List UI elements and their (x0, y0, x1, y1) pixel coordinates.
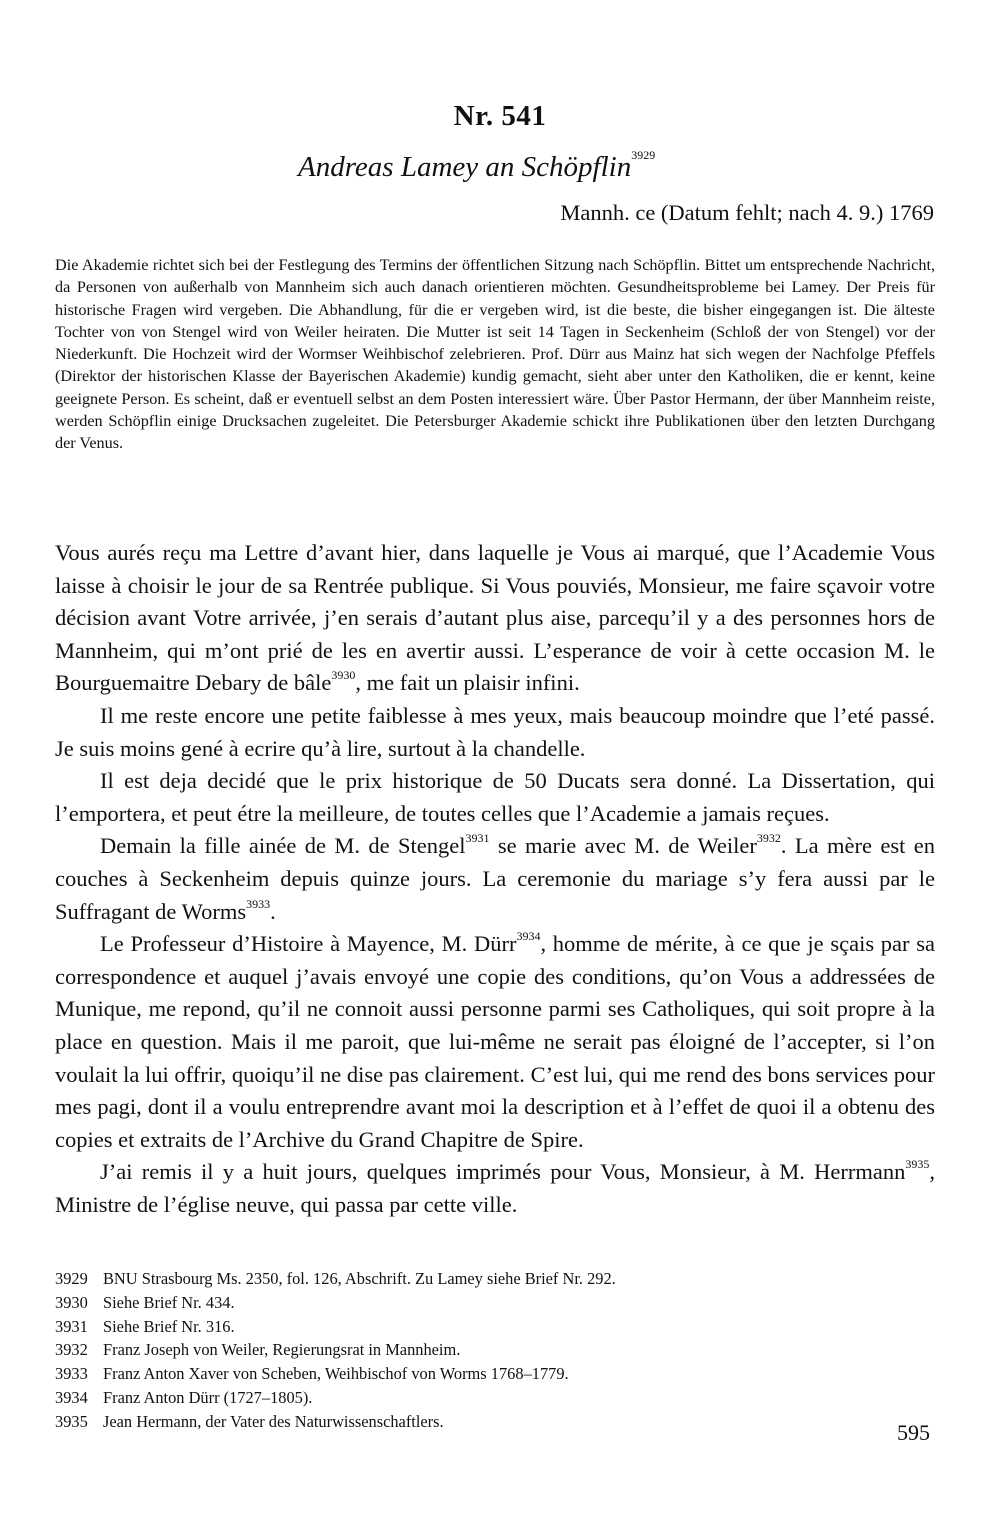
letter-title-text: Andreas Lamey an Schöpflin (298, 151, 632, 183)
letter-paragraph: Il est deja decidé que le prix historique de 50 Ducats sera donné. La Dissertation, qui l’emportera, et peut étre la meilleure, de toutes celles que l’Academie a jamais reçues. (55, 768, 935, 826)
footnote-text: Franz Joseph von Weiler, Regierungsrat in Mannheim. (103, 1340, 461, 1360)
footnote-number: 3935 (55, 1411, 88, 1431)
footnote-text: Franz Anton Dürr (1727–1805). (103, 1387, 313, 1407)
footnote (55, 1362, 935, 1386)
letter-date: Mannh. ce (Datum fehlt; nach 4. 9.) 1769 (560, 200, 934, 225)
letter-paragraph: Vous aurés reçu ma Lettre d’avant hier, dans laquelle je Vous ai marqué, que l’Academie Vous laisse à choisir le jour de sa Rentrée publique. Si Vous pouviés, Monsieur, me faire sçavoir votre décision avant Votre arrivée, j’en serais d’autant plus aise, parcequ’il y a des personnes hors de Mannheim, qui m’ont prié de les en avertir aussi. L’esperance de voir à cette occasion M. le Bourguemaitre Debary de bâle$^{3930}$, me fait un plaisir infini. (55, 540, 935, 696)
footnote-ref: 3931 (465, 831, 490, 846)
footnote-number: 3929 (55, 1269, 88, 1288)
footnote (55, 1291, 935, 1315)
footnote-number: 3932 (55, 1340, 88, 1360)
footnote-number: 3933 (55, 1364, 88, 1384)
footnote-text: Jean Hermann, der Vater des Naturwissenschaftlers. (103, 1411, 444, 1431)
footnote (55, 1386, 935, 1410)
footnote-ref: 3935 (905, 1157, 930, 1172)
footnote-ref: 3933 (246, 896, 271, 911)
footnote-number: 3934 (55, 1387, 88, 1407)
page-number: 595 (897, 1420, 930, 1445)
footnote-text: Siehe Brief Nr. 316. (103, 1316, 235, 1336)
footnotes (55, 1267, 935, 1434)
footnote-text: BNU Strasbourg Ms. 2350, fol. 126, Abschrift. Zu Lamey siehe Brief Nr. 292. (103, 1269, 616, 1288)
footnote (55, 1315, 935, 1339)
letter-body (55, 537, 935, 1221)
footnote (55, 1267, 935, 1291)
footnote-ref: 3930 (331, 668, 356, 683)
footnote-number: 3930 (55, 1292, 88, 1312)
letter-number: Nr. 541 (453, 100, 547, 132)
footnote-ref: 3932 (756, 831, 781, 846)
footnote (55, 1410, 935, 1434)
footnote (55, 1338, 935, 1362)
letter-paragraph: Demain la fille ainée de M. de Stengel$^{3931}$ se marie avec M. de Weiler$^{3932}$. La mère est en couches à Seckenheim depuis quinze jours. La ceremonie du mariage s’y fera aussi par le Suffragant de Worms$^{3933}$. (55, 831, 935, 924)
letter-title (298, 148, 655, 184)
footnote-text: Franz Anton Xaver von Scheben, Weihbischof von Worms 1768–1779. (103, 1364, 569, 1384)
footnote-number: 3931 (55, 1316, 88, 1336)
letter-summary: Die Akademie richtet sich bei der Festlegung des Termins der öffentlichen Sitzung nach Schöpflin. Bittet um entsprechende Nachricht, da Personen von außerhalb von Mannheim sich auch danach orientieren möchten. Gesundheitsprobleme bei Lamey. Der Preis für historische Fragen wird vergeben. Die Abhandlung, für die er vergeben wird, ist die beste, die bisher eingegangen ist. Die älteste Tochter von von Stengel wird von Weiler heiraten. Die Mutter ist seit 14 Tagen in Seckenheim (Schloß der von Stengel) vor der Niederkunft. Die Hochzeit wird der Wormser Weihbischof zelebrieren. Prof. Dürr aus Mainz hat sich wegen der Nachfolge Pfeffels (Direktor der historischen Klasse der Bayerischen Akademie) kundig gemacht, sieht aber unter den Katholiken, die er kennt, keine geeignete Person. Es scheint, daß er eventuell selbst an dem Posten interessiert wäre. Über Pastor Hermann, der über Mannheim reiste, werden Schöpflin einige Drucksachen zugeleitet. Die Petersburger Akademie schickt ihre Publikationen über den letzten Durchgang der Venus. (55, 256, 935, 453)
footnote-ref: 3934 (516, 929, 541, 944)
letter-paragraph: J’ai remis il y a huit jours, quelques imprimés pour Vous, Monsieur, à M. Herrmann$^{3935}$, Ministre de l’église neuve, qui passa par cette ville. (55, 1157, 935, 1217)
footnote-text: Siehe Brief Nr. 434. (103, 1292, 235, 1312)
letter-paragraph: Le Professeur d’Histoire à Mayence, M. Dürr$^{3934}$, homme de mérite, à ce que je sçais par sa correspondence et auquel j’avais envoyé une copie des conditions, qu’on Vous a addressées de Munique, me repond, qu’il ne connoit aussi personne parmi ses Catholiques, qui soit propre à la place en question. Mais il me paroit, que lui-même ne serait pas éloigné de l’accepter, si l’on voulait la lui offrir, quoiqu’il ne dise pas clairement. C’est lui, qui me rend des bons services pour mes pagi, dont il a voulu entreprendre avant moi la description et à l’effet de quoi il a obtenu des copies et extraits de l’Archive du Grand Chapitre de Spire. (55, 929, 935, 1152)
letter-paragraph: Il me reste encore une petite faiblesse à mes yeux, mais beaucoup moindre que l’eté passé. Je suis moins gené à ecrire qu’à lire, surtout à la chandelle. (55, 702, 935, 761)
footnote-ref: 3929 (631, 148, 656, 162)
